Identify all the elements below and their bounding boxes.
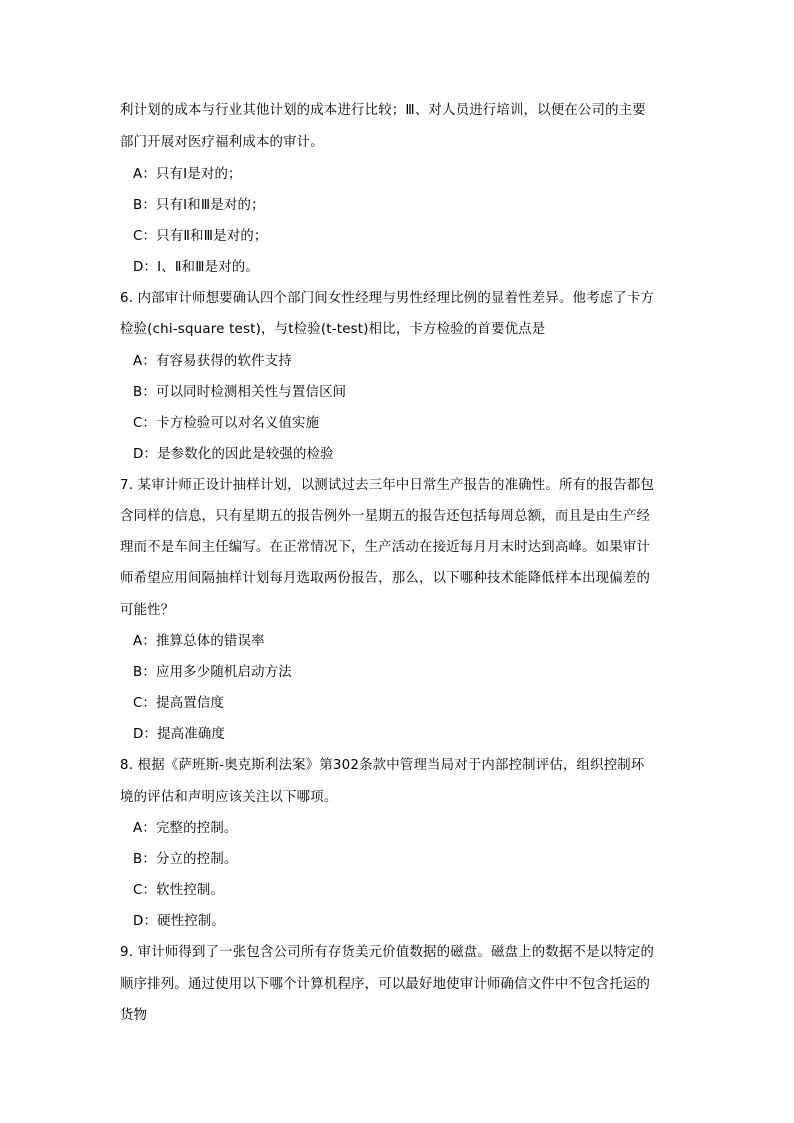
- question-7-option-c: C：提高置信度: [133, 696, 225, 711]
- intro-option-d: D：Ⅰ、Ⅱ和Ⅲ是对的。: [133, 260, 260, 275]
- intro-line-2: 部门开展对医疗福利成本的审计。: [120, 135, 324, 150]
- question-7-option-d: D：提高准确度: [133, 727, 226, 742]
- question-7-line-4: 师希望应用间隔抽样计划每月选取两份报告，那么，以下哪种技术能降低样本出现偏差的: [120, 571, 651, 586]
- question-6-line-2: 检验(chi-square test)，与t检验(t-test)相比，卡方检验的首要优点是: [120, 322, 546, 337]
- question-9-line-2: 顺序排列。通过使用以下哪个计算机程序，可以最好地使审计师确信文件中不包含托运的: [120, 977, 651, 992]
- question-7-line-2: 含同样的信息，只有星期五的报告例外一星期五的报告还包括每周总额，而且是由生产经: [120, 509, 651, 524]
- question-8-option-a: A：完整的控制。: [133, 821, 238, 836]
- question-9-line-3: 货物: [120, 1008, 148, 1023]
- question-9-line-1: 9. 审计师得到了一张包含公司所有存货美元价值数据的磁盘。磁盘上的数据不是以特定的: [120, 945, 655, 960]
- intro-option-c: C：只有Ⅱ和Ⅲ是对的；: [133, 229, 268, 244]
- question-6-line-1: 6. 内部审计师想要确认四个部门间女性经理与男性经理比例的显着性差异。他考虑了卡方: [120, 291, 655, 306]
- question-7-option-a: A：推算总体的错误率: [133, 634, 265, 649]
- intro-option-b: B：只有Ⅰ和Ⅲ是对的；: [133, 198, 265, 213]
- question-8-option-c: C：软性控制。: [133, 883, 225, 898]
- question-7-line-5: 可能性？: [120, 603, 175, 618]
- question-8-line-1: 8. 根据《萨班斯-奥克斯利法案》第302条款中管理当局对于内部控制评估，组织控制环: [120, 758, 645, 773]
- question-7-line-3: 理而不是车间主任编写。在正常情况下，生产活动在接近每月月末时达到高峰。如果审计: [120, 540, 651, 555]
- question-6-option-a: A：有容易获得的软件支持: [133, 354, 292, 369]
- question-8-option-d: D：硬性控制。: [133, 914, 226, 929]
- question-8-line-2: 境的评估和声明应该关注以下哪项。: [120, 790, 338, 805]
- question-7-option-b: B：应用多少随机启动方法: [133, 665, 292, 680]
- question-7-line-1: 7. 某审计师正设计抽样计划，以测试过去三年中日常生产报告的准确性。所有的报告都包: [120, 478, 655, 493]
- intro-option-a: A：只有Ⅰ是对的；: [133, 167, 242, 182]
- intro-line-1: 利计划的成本与行业其他计划的成本进行比较；Ⅲ、对人员进行培训，以便在公司的主要: [120, 103, 646, 118]
- question-6-option-b: B：可以同时检测相关性与置信区间: [133, 385, 347, 400]
- question-8-option-b: B：分立的控制。: [133, 852, 238, 867]
- question-6-option-c: C：卡方检验可以对名义值实施: [133, 416, 320, 431]
- question-6-option-d: D：是参数化的因此是较强的检验: [133, 447, 334, 462]
